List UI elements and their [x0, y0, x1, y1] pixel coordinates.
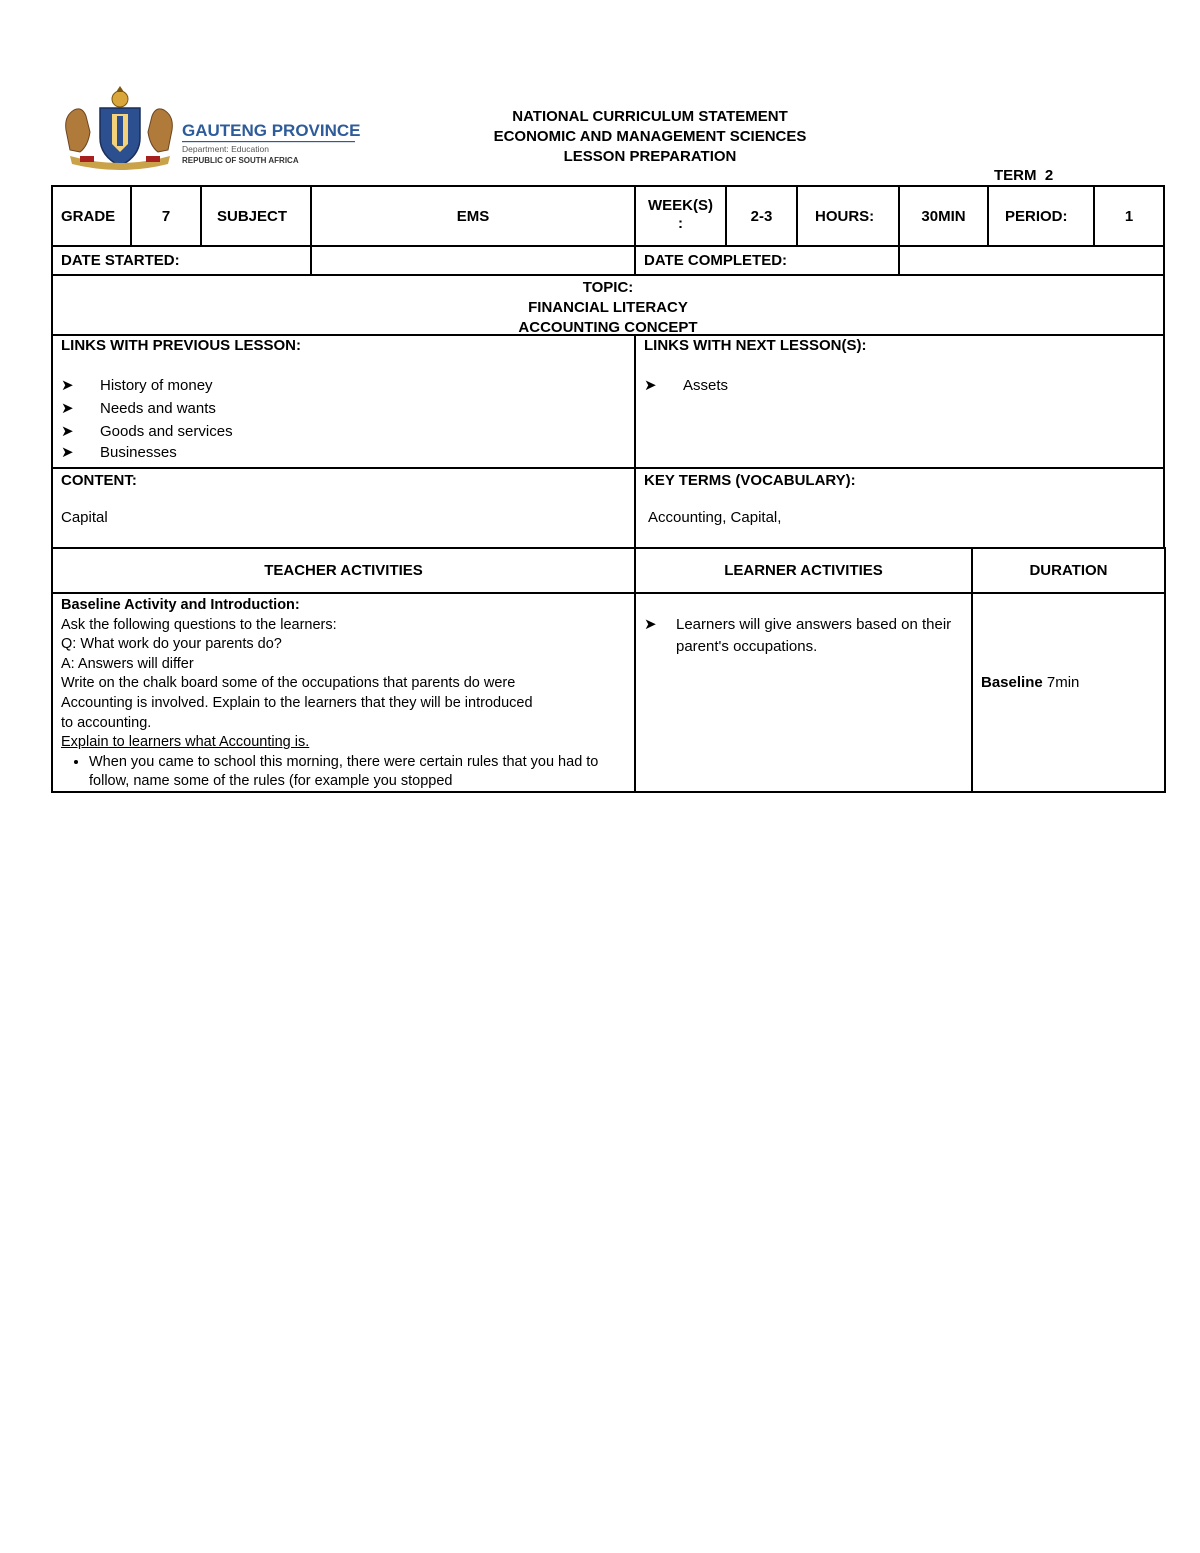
- weeks-colon: :: [678, 215, 683, 232]
- hours-label: HOURS:: [815, 207, 875, 225]
- links-next-label: LINKS WITH NEXT LESSON(S):: [644, 337, 867, 354]
- logo-country: REPUBLIC OF SOUTH AFRICA: [182, 156, 299, 165]
- date-started-label-cell: [51, 245, 312, 276]
- topic-line-1: FINANCIAL LITERACY: [528, 299, 688, 316]
- date-started-value-cell[interactable]: [310, 245, 636, 276]
- topic-cell: [51, 274, 1165, 336]
- teacher-line: Q: What work do your parents do?: [61, 636, 282, 653]
- duration-bold: Baseline: [981, 674, 1043, 691]
- date-started-label: DATE STARTED:: [61, 252, 180, 269]
- teacher-line: Accounting is involved. Explain to the learners that they will be introduced: [61, 694, 533, 711]
- links-previous-cell: [51, 334, 636, 469]
- duration-title: DURATION: [1029, 562, 1108, 579]
- key-terms-label: KEY TERMS (VOCABULARY):: [644, 472, 856, 489]
- links-previous-list: [61, 374, 626, 463]
- teacher-line: Write on the chalk board some of the occupations that parents do were: [61, 675, 516, 692]
- doc-title-3: LESSON PREPARATION: [563, 148, 737, 165]
- subject-label: SUBJECT: [217, 207, 288, 225]
- arrow-icon: ➤: [644, 616, 657, 633]
- content-value: Capital: [61, 509, 108, 526]
- teacher-heading: Baseline Activity and Introduction:: [61, 597, 300, 613]
- list-item: ➤ Needs and wants: [61, 397, 626, 420]
- coat-of-arms-icon: [60, 86, 360, 172]
- arrow-icon: ➤: [61, 400, 74, 417]
- teacher-line: to accounting.: [61, 714, 152, 731]
- hours-value-cell: [898, 185, 989, 247]
- subject-label-cell: [200, 185, 312, 247]
- period-label: PERIOD:: [1005, 207, 1068, 225]
- list-item: ➤ Learners will give answers based on their parent's occupations.: [644, 616, 952, 655]
- subject-value-cell: [310, 185, 636, 247]
- list-item: ➤ Businesses: [61, 444, 177, 461]
- teacher-activities-cell: [51, 592, 636, 793]
- hours-label-cell: [796, 185, 900, 247]
- learner-activities-header: [634, 547, 973, 594]
- weeks-value: 2-3: [750, 207, 773, 225]
- teacher-line: Ask the following questions to the learners:: [61, 616, 337, 633]
- teacher-activities-title: TEACHER ACTIVITIES: [264, 562, 423, 579]
- doc-title-1: NATIONAL CURRICULUM STATEMENT: [512, 108, 788, 125]
- grade-value: 7: [161, 207, 171, 225]
- subject-value: EMS: [456, 207, 490, 225]
- teacher-bullet-list: [61, 753, 626, 792]
- doc-title-2: ECONOMIC AND MANAGEMENT SCIENCES: [493, 128, 807, 145]
- grade-value-cell: [130, 185, 202, 247]
- date-completed-value-cell[interactable]: [898, 245, 1165, 276]
- arrow-icon: ➤: [61, 377, 74, 394]
- grade-label: GRADE: [61, 207, 116, 225]
- topic-label: TOPIC:: [582, 279, 634, 296]
- date-completed-label-cell: [634, 245, 900, 276]
- weeks-label-cell: [634, 185, 727, 247]
- content-cell: [51, 467, 636, 549]
- arrow-icon: ➤: [61, 423, 74, 440]
- learner-activities-cell: [634, 592, 973, 793]
- hours-value: 30MIN: [921, 207, 966, 225]
- links-next-list: [644, 374, 1155, 397]
- learner-activities-title: LEARNER ACTIVITIES: [724, 562, 883, 579]
- duration-value: 7min: [1042, 674, 1080, 691]
- list-item: ➤ Assets: [644, 374, 1155, 397]
- term-label: TERM 2: [994, 167, 1054, 184]
- period-value-cell: [1093, 185, 1165, 247]
- arrow-icon: ➤: [61, 444, 74, 461]
- list-item: • When you came to school this morning, there were certain rules that you had to follow, name some of the rules (for example you stopped: [89, 753, 626, 792]
- links-previous-label: LINKS WITH PREVIOUS LESSON:: [61, 337, 302, 354]
- teacher-activities-header: [51, 547, 636, 594]
- period-label-cell: [987, 185, 1095, 247]
- logo-subtitle: Department: Education: [182, 144, 269, 154]
- weeks-value-cell: [725, 185, 798, 247]
- teacher-line: A: Answers will differ: [61, 655, 194, 672]
- teacher-underlined-line: Explain to learners what Accounting is.: [61, 734, 310, 751]
- date-completed-label: DATE COMPLETED:: [644, 252, 788, 269]
- arrow-icon: ➤: [644, 377, 657, 394]
- logo-title: GAUTENG PROVINCE: [182, 121, 360, 140]
- learner-activities-list: [644, 614, 963, 658]
- duration-cell: [971, 592, 1166, 793]
- list-item: ➤ Goods and services: [61, 420, 626, 443]
- key-terms-cell: [634, 467, 1165, 549]
- period-value: 1: [1124, 207, 1134, 225]
- duration-header: [971, 547, 1166, 594]
- weeks-label: WEEK(S): [648, 197, 713, 214]
- list-item: ➤ History of money: [61, 374, 626, 397]
- grade-label-cell: [51, 185, 132, 247]
- gauteng-logo: [60, 86, 360, 172]
- content-label: CONTENT:: [61, 472, 137, 489]
- key-terms-value: Accounting, Capital,: [648, 509, 782, 526]
- links-next-cell: [634, 334, 1165, 469]
- topic-line-2: ACCOUNTING CONCEPT: [518, 319, 698, 336]
